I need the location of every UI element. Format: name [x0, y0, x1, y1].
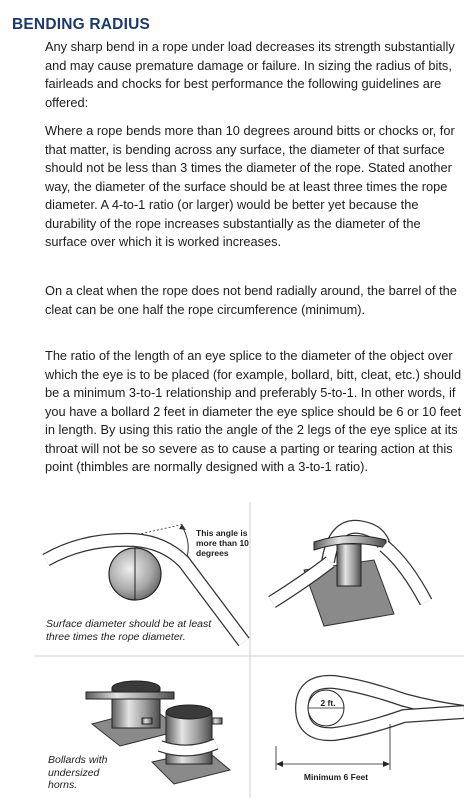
surface-caption: Surface diameter should be at least three times the rope diameter.: [46, 618, 212, 643]
bend-angle-label: This angle is more than 10 degrees: [196, 528, 249, 558]
illustrations: [34, 502, 464, 798]
bollards-caption: Bollards with undersized horns.: [48, 754, 108, 791]
section-title: BENDING RADIUS: [12, 16, 151, 33]
eye-splice-diagram: [276, 682, 464, 770]
bend-angle-paragraph: Where a rope bends more than 10 degrees around bitts or chocks or, for that matter, is bending across any surface, the diameter of that surface should not be less than 3 times the diameter of the rope. Stated another way, the diameter of the surface should be at least three times the rope diameter. A 4-to-1 ratio (or larger) would be better yet because the durability of the rope increases substantially as the diameter of the surface over which it is worked increases.: [45, 123, 455, 249]
cleat-paragraph: On a cleat when the rope does not bend radially around, the barrel of the cleat can be one half the rope circumference (minimum).: [45, 283, 457, 317]
eye-diameter-label: 2 ft.: [320, 698, 336, 708]
eye-length-label: Minimum 6 Feet: [303, 772, 369, 782]
cleat-diagram: [272, 527, 426, 626]
eye-splice-paragraph: The ratio of the length of an eye splice to the diameter of the object over which the eye is to be placed (for example, bollard, bitt, cleat, etc.) should be a minimum 3-to-1 relationship and preferably 5-to-1. In other words, if you have a bollard 2 feet in diameter the eye splice should be 6 or 10 feet in length. By using this ratio the angle of the 2 legs of the eye splice at its throat will not be so severe as to cause a parting or tearing action at this point (thimbles are normally designed with a 3-to-1 ratio).: [45, 348, 462, 474]
intro-paragraph: Any sharp bend in a rope under load decreases its strength substantially and may cause premature damage or failure. In sizing the radius of bits, fairleads and chocks for best performance the following guidelines are offered:: [45, 39, 455, 110]
